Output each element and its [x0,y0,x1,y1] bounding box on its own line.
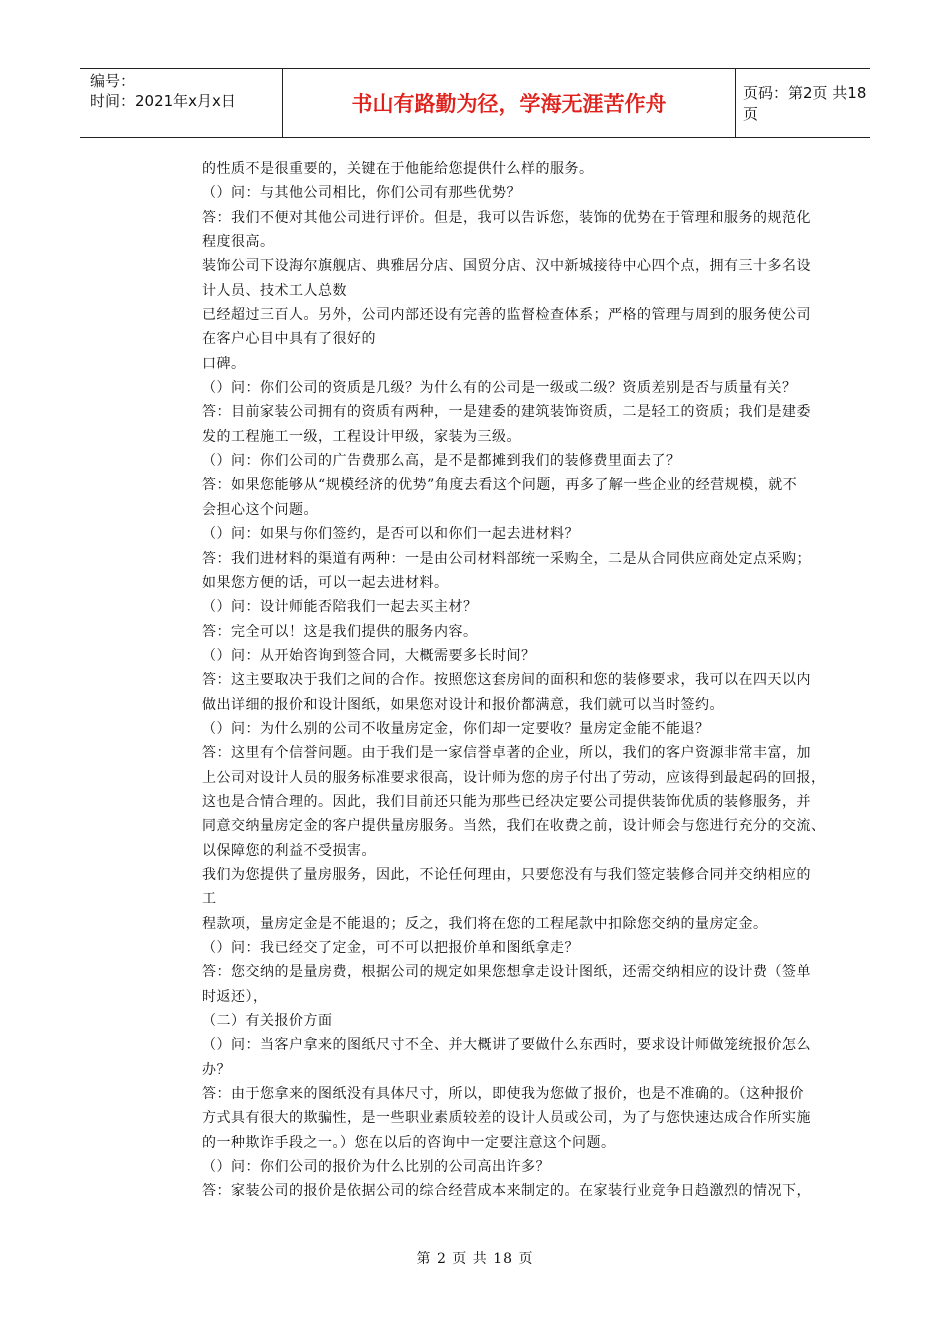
text-line: 工 [202,891,217,908]
text-line: 答：这里有个信誉问题。由于我们是一家信誉卓著的企业，所以，我们的客户资源非常丰富，加 [202,745,811,762]
text-line: 答：您交纳的是量房费，根据公司的规定如果您想拿走设计图纸，还需交纳相应的设计费（签单 [202,964,811,981]
document-body [202,157,826,1204]
text-line: 会担心这个问题。 [202,501,318,518]
text-line: （）问：为什么别的公司不收量房定金，你们却一定要收？量房定金能不能退？ [202,720,710,737]
text-line: 答：由于您拿来的图纸没有具体尺寸，所以，即使我为您做了报价，也是不准确的。（这种报价 [202,1086,804,1103]
text-line: 装饰公司下设海尔旗舰店、典雅居分店、国贸分店、汉中新城接待中心四个点，拥有三十多名设 [202,258,811,275]
page-header [80,68,870,138]
text-line: 答：这主要取决于我们之间的合作。按照您这套房间的面积和您的装修要求，我可以在四天以内 [202,672,811,689]
text-line: 办？ [202,1061,231,1078]
text-line: 程度很高。 [202,234,275,251]
text-line: （）问：与其他公司相比，你们公司有那些优势？ [202,185,521,202]
text-line: 答：完全可以！这是我们提供的服务内容。 [202,623,478,640]
text-line: 答：如果您能够从“规模经济的优势”角度去看这个问题，再多了解一些企业的经营规模，就不 [202,477,798,494]
text-line: 以保障您的利益不受损害。 [202,842,376,859]
text-line: （）问：当客户拿来的图纸尺寸不全、并大概讲了要做什么东西时，要求设计师做笼统报价怎么 [202,1037,811,1054]
text-line: 我们为您提供了量房服务，因此，不论任何理由，只要您没有与我们签定装修合同并交纳相应的 [202,866,811,883]
date-label: 时间：2021年x月x日 [90,92,236,110]
text-line: （）问：你们公司的资质是几级？为什么有的公司是一级或二级？资质差别是否与质量有关？ [202,380,797,397]
text-line: （）问：如果与你们签约，是否可以和你们一起去进材料？ [202,526,579,543]
header-info [80,69,282,139]
text-line: （）问：你们公司的广告费那么高，是不是都摊到我们的装修费里面去了？ [202,453,681,470]
text-line: （）问：从开始咨询到签合同，大概需要多长时间？ [202,647,536,664]
header-motto: 书山有路勤为径，学海无涯苦作舟 [282,69,736,137]
text-line: （）问：你们公司的报价为什么比别的公司高出许多？ [202,1159,550,1176]
text-line: 时返还）， [202,988,268,1005]
text-line: （）问：我已经交了定金，可不可以把报价单和图纸拿走？ [202,940,579,956]
text-line: 发的工程施工一级，工程设计甲级，家装为三级。 [202,428,521,445]
text-line: 口碑。 [202,355,246,372]
text-line: 答：我们进材料的渠道有两种：一是由公司材料部统一采购全，二是从合同供应商处定点采购； [202,550,811,567]
header-page-info: 页码：第2页 共18页 [743,84,867,123]
serial-label: 编号： [90,72,136,90]
text-line: 这也是合情合理的。因此，我们目前还只能为那些已经决定要公司提供装饰优质的装修服务，并 [202,793,811,810]
text-line: 同意交纳量房定金的客户提供量房服务。当然，我们在收费之前，设计师会与您进行充分的交流、 [202,818,826,835]
text-line: （二）有关报价方面 [202,1013,333,1030]
text-line: 如果您方便的话，可以一起去进材料。 [202,574,449,591]
text-line: 在客户心目中具有了很好的 [202,331,376,348]
text-line: 答：家装公司的报价是依据公司的综合经营成本来制定的。在家装行业竞争日趋激烈的情况下， [202,1183,811,1200]
text-line: 计人员、技术工人总数 [202,282,347,299]
text-line: 答：目前家装公司拥有的资质有两种，一是建委的建筑装饰资质，二是轻工的资质；我们是建委 [202,404,811,421]
text-line: 程款项，量房定金是不能退的；反之，我们将在您的工程尾款中扣除您交纳的量房定金。 [202,915,768,932]
text-line: （）问：设计师能否陪我们一起去买主材？ [202,599,478,616]
text-line: 已经超过三百人。另外，公司内部还设有完善的监督检查体系；严格的管理与周到的服务使公司 [202,307,811,324]
text-line: 做出详细的报价和设计图纸，如果您对设计和报价都满意，我们就可以当时签约。 [202,696,724,713]
page-footer: 第 2 页 共 18 页 [416,1251,534,1267]
text-line: 方式具有很大的欺骗性，是一些职业素质较差的设计人员或公司，为了与您快速达成合作所实施 [202,1110,811,1127]
text-line: 答：我们不便对其他公司进行评价。但是，我可以告诉您，装饰的优势在于管理和服务的规范化 [202,209,811,226]
text-line: 的一种欺诈手段之一。）您在以后的咨询中一定要注意这个问题。 [202,1134,616,1151]
text-line: 的性质不是很重要的，关键在于他能给您提供什么样的服务。 [202,161,594,177]
text-line: 上公司对设计人员的服务标准要求很高，设计师为您的房子付出了劳动，应该得到最起码的回报， [202,769,826,786]
